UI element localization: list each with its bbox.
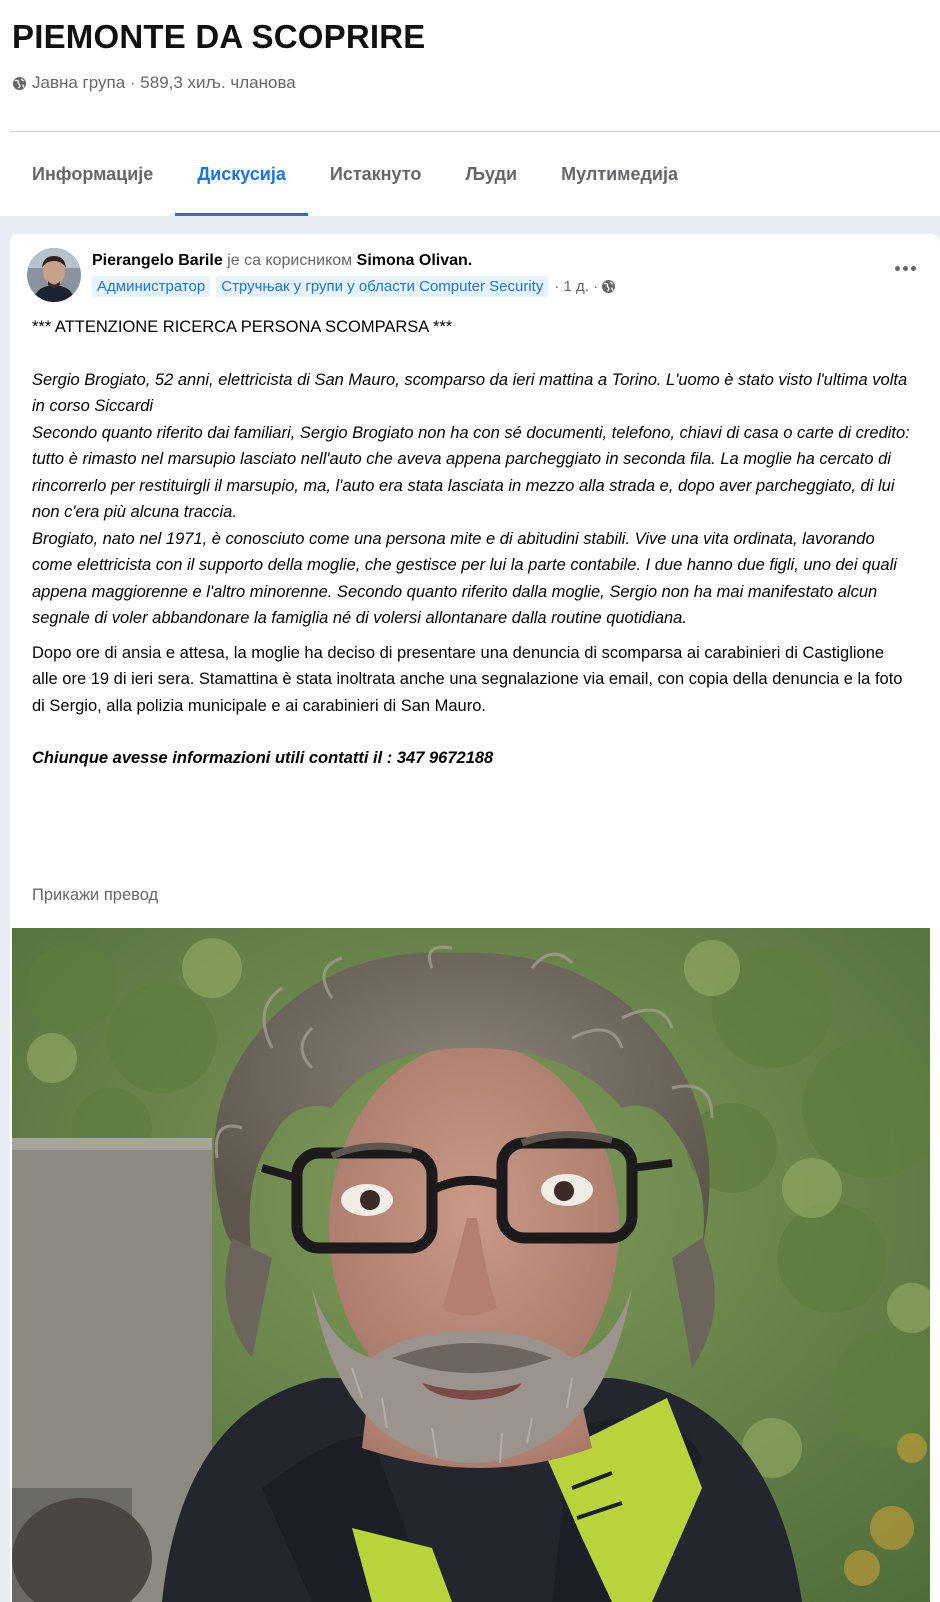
missing-person-photo	[12, 928, 930, 1602]
globe-icon	[12, 76, 27, 91]
post-contact: Chiunque avesse informazioni utili contatti il : 347 9672188	[32, 749, 494, 767]
author-line	[92, 252, 472, 270]
post-text	[32, 314, 912, 772]
group-header	[0, 0, 940, 216]
post-meta	[554, 278, 616, 295]
avatar[interactable]	[27, 248, 81, 302]
group-meta-text: Јавна група · 589,3 хиљ. чланова	[32, 73, 296, 92]
post-headline: *** ATTENZIONE RICERCA PERSONA SCOMPARSA ***	[32, 318, 453, 336]
badges-line	[92, 276, 616, 297]
post-card	[10, 234, 940, 1602]
tab-media[interactable]: Мултимедија	[561, 163, 679, 184]
see-translation-link[interactable]: Прикажи превод	[32, 886, 159, 904]
post-paragraph: Dopo ore di ansia e attesa, la moglie ha deciso di presentare una denuncia di scomparsa ai carabinieri di Castiglione alle ore 19 di ieri sera. Stamattina è stata inoltrata anche una segnalazione via email, con copia della denuncia e la foto di Sergio, alla polizia municipale e ai carabinieri di San Mauro.	[32, 643, 903, 715]
tab-about[interactable]: Информације	[32, 163, 154, 184]
admin-badge[interactable]: Администратор	[92, 276, 210, 297]
post-paragraph: Secondo quanto riferito dai familiari, Sergio Brogiato non ha con sé documenti, telefono, chiavi di casa o carte di credito: tutto è rimasto nel marsupio lasciato nell'auto che aveva appena parcheggiato in seconda fila. La moglie ha cercato di rincorrerlo per restituirgli il marsupio, ma, l'auto era stata lasciata in mezzo alla strada e, dopo aver parcheggiato, di lui non c'era più alcuna traccia.	[32, 423, 910, 521]
avatar-image	[27, 248, 81, 302]
tagged-user[interactable]: Simona Olivan.	[356, 252, 473, 269]
more-options-icon[interactable]	[890, 256, 920, 280]
post-photo[interactable]	[12, 928, 930, 1602]
author-name[interactable]: Pierangelo Barile	[92, 252, 223, 269]
tab-discussion[interactable]: Дискусија	[175, 132, 308, 216]
group-tabs	[10, 132, 700, 216]
tab-people[interactable]: Људи	[465, 163, 518, 184]
expert-badge[interactable]: Стручњак у групи у области Computer Security	[216, 276, 548, 297]
tab-featured[interactable]: Истакнуто	[329, 163, 422, 184]
group-meta	[12, 73, 296, 93]
group-title[interactable]: PIEMONTE DA SCOPRIRE	[12, 18, 426, 55]
with-text: је са корисником	[227, 252, 353, 269]
post-time[interactable]: · 1 д. ·	[554, 278, 599, 295]
post-paragraph: Sergio Brogiato, 52 anni, elettricista di San Mauro, scomparso da ieri mattina a Torino. L'uomo è stato visto l'ultima volta in corso Siccardi	[32, 370, 908, 415]
post-paragraph: Brogiato, nato nel 1971, è conosciuto come una persona mite e di abitudini stabili. Vive una vita ordinata, lavorando come elettricista con il supporto della moglie, che gestisce per lui la parte contabile. I due hanno due figli, uno dei quali appena maggiorenne e l'altro minorenne. Secondo quanto riferito dalla moglie, Sergio non ha mai manifestato alcun segnale di voler abbandonare la famiglia né di volersi allontanare dalla routine quotidiana.	[32, 529, 897, 627]
globe-icon	[601, 279, 616, 294]
